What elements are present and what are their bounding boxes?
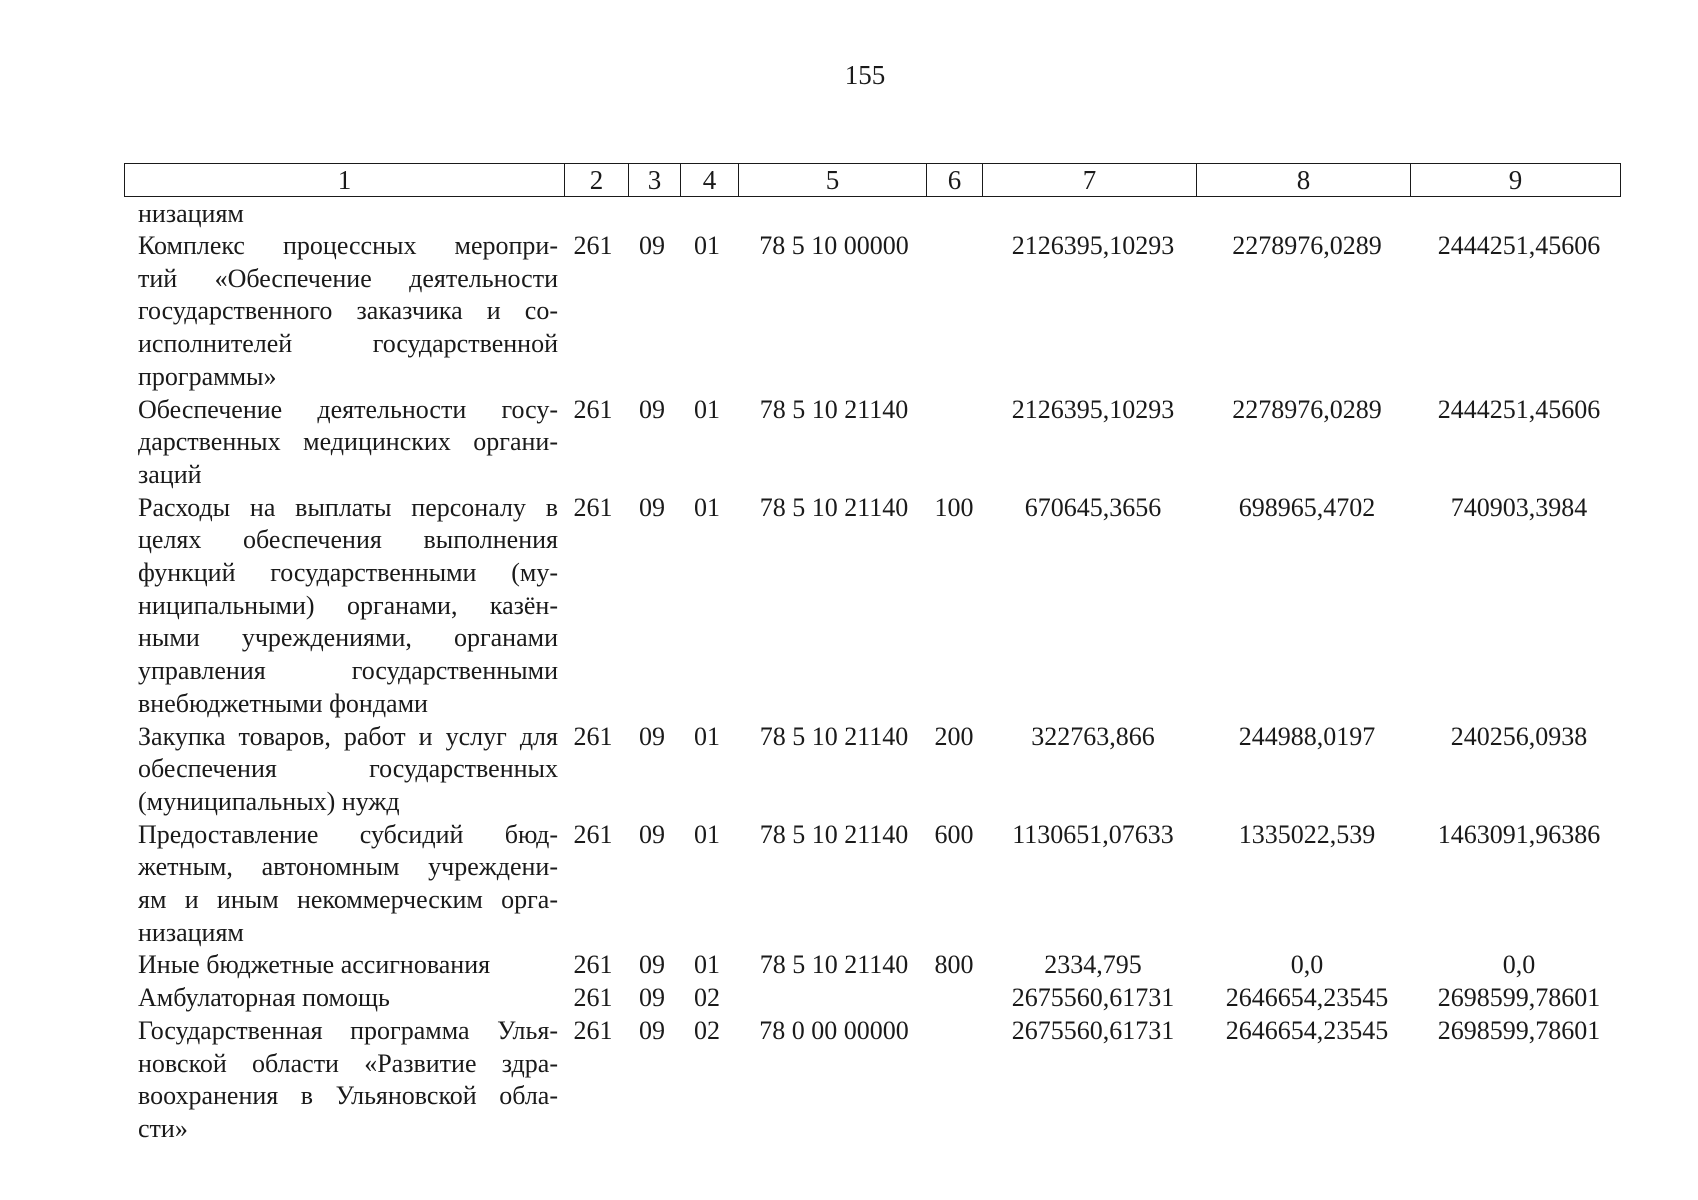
cell-col-4: 01	[694, 819, 720, 849]
row-name-line: Обеспечение деятельности госу-	[138, 394, 558, 424]
cell-col-4: 02	[694, 1015, 720, 1045]
cell-col-9: 2698599,78601	[1437, 1015, 1601, 1045]
table-row	[124, 949, 1614, 982]
header-col-7: 7	[983, 164, 1197, 197]
cell-col-8: 2646654,23545	[1225, 1015, 1389, 1045]
cell-col-9: 740903,3984	[1450, 492, 1588, 522]
row-name-line: Расходы на выплаты персоналу в	[138, 492, 558, 522]
row-name	[124, 1015, 558, 1146]
cell-col-3: 09	[639, 721, 665, 751]
row-name-line: низациям	[138, 917, 244, 947]
row-name-line: государственного заказчика и со-	[138, 296, 558, 326]
row-name	[124, 394, 558, 492]
cell-col-6: 100	[934, 492, 974, 522]
cell-col-7: 1130651,07633	[1012, 819, 1174, 849]
cell-col-4: 01	[694, 231, 720, 260]
cell-col-3: 09	[639, 231, 665, 260]
cell-col-6: 800	[934, 950, 974, 980]
cell-col-5: 78 5 10 00000	[759, 231, 909, 260]
row-name-line: (муниципальных) нужд	[138, 786, 400, 816]
row-name-line: целях обеспечения выполнения	[138, 525, 558, 555]
cell-col-4: 01	[694, 950, 720, 980]
cell-col-2: 261	[573, 492, 613, 522]
header-col-6: 6	[927, 164, 983, 197]
table-row	[124, 819, 1614, 950]
cell-col-2: 261	[573, 231, 613, 260]
table-row	[124, 1015, 1614, 1146]
row-name-line: программы»	[138, 361, 277, 391]
rows-container	[124, 230, 1614, 1146]
cell-col-8: 0,0	[1290, 950, 1324, 980]
cell-col-5: 78 0 00 00000	[759, 1015, 909, 1045]
row-name-line: тий «Обеспечение деятельности	[138, 263, 558, 293]
cell-col-7: 670645,3656	[1024, 492, 1162, 522]
row-name-line: Иные бюджетные ассигнования	[138, 950, 491, 980]
row-name	[124, 982, 558, 1015]
cell-col-4: 01	[694, 394, 720, 424]
cell-col-9: 0,0	[1502, 950, 1536, 980]
cell-col-2: 261	[573, 394, 613, 424]
cell-col-3: 09	[639, 950, 665, 980]
cell-col-8: 244988,0197	[1238, 721, 1376, 751]
row-name-line: жетным, автономным учреждени-	[138, 852, 558, 882]
cell-col-7: 2675560,61731	[1011, 983, 1175, 1013]
row-name-line: ниципальными) органами, казён-	[138, 590, 558, 620]
cell-col-6: 600	[934, 819, 974, 849]
cell-col-2: 261	[573, 950, 613, 980]
row-name-line: функций государственными (му-	[138, 558, 558, 588]
cell-col-9: 2444251,45606	[1437, 231, 1601, 260]
cell-col-3: 09	[639, 983, 665, 1013]
cell-col-8: 698965,4702	[1238, 492, 1376, 522]
row-name	[124, 819, 558, 950]
table-row	[124, 982, 1614, 1015]
row-name-line: заций	[138, 459, 202, 489]
cell-col-6: 200	[934, 721, 974, 751]
table-row	[124, 230, 1614, 394]
cell-col-5: 78 5 10 21140	[759, 721, 909, 751]
row-name-line: Комплекс процессных меропри-	[138, 231, 558, 260]
row-name-line: Государственная программа Улья-	[138, 1015, 558, 1045]
header-col-4: 4	[681, 164, 739, 197]
cell-col-7: 2126395,10293	[1011, 394, 1175, 424]
cell-col-8: 1335022,539	[1238, 819, 1376, 849]
table-row	[124, 721, 1614, 819]
cell-col-8: 2646654,23545	[1225, 983, 1389, 1013]
row-name-line: Закупка товаров, работ и услуг для	[138, 721, 558, 751]
table-row	[124, 394, 1614, 492]
cell-col-4: 02	[694, 983, 720, 1013]
row-name-line: ям и иным некоммерческим орга-	[138, 885, 558, 915]
cell-col-7: 322763,866	[1031, 721, 1155, 751]
cell-col-7: 2126395,10293	[1011, 231, 1175, 260]
header-col-3: 3	[629, 164, 681, 197]
row-name	[124, 949, 558, 982]
row-name-line: дарственных медицинских органи-	[138, 427, 558, 457]
cell-col-7: 2334,795	[1044, 950, 1142, 980]
row-name-line: Предоставление субсидий бюд-	[138, 819, 558, 849]
cell-col-3: 09	[639, 394, 665, 424]
row-name-line: управления государственными	[138, 656, 558, 686]
cell-col-9: 2698599,78601	[1437, 983, 1601, 1013]
page-number: 155	[844, 60, 886, 90]
table-row	[124, 492, 1614, 721]
row-name-line: Амбулаторная помощь	[138, 983, 390, 1013]
cell-col-5: 78 5 10 21140	[759, 492, 909, 522]
header-row	[125, 164, 1621, 197]
cell-col-2: 261	[573, 983, 613, 1013]
header-col-8: 8	[1197, 164, 1411, 197]
row-name-line: обеспечения государственных	[138, 754, 558, 784]
cell-col-2: 261	[573, 721, 613, 751]
column-header-table	[124, 163, 1621, 197]
cell-col-5: 78 5 10 21140	[759, 950, 909, 980]
cell-col-7: 2675560,61731	[1011, 1015, 1175, 1045]
cell-col-4: 01	[694, 492, 720, 522]
cell-col-8: 2278976,0289	[1232, 394, 1382, 424]
cell-col-5: 78 5 10 21140	[759, 819, 909, 849]
header-col-5: 5	[739, 164, 927, 197]
row-name-line: исполнителей государственной	[138, 329, 558, 359]
cell-col-9: 240256,0938	[1450, 721, 1588, 751]
cell-col-2: 261	[573, 1015, 613, 1045]
cell-col-8: 2278976,0289	[1232, 231, 1382, 260]
row-name-line: воохранения в Ульяновской обла-	[138, 1081, 558, 1111]
row-name-line: ными учреждениями, органами	[138, 623, 558, 653]
cell-col-5: 78 5 10 21140	[759, 394, 909, 424]
row-name	[124, 721, 558, 819]
row-name-line: внебюджетными фондами	[138, 688, 428, 718]
row-name	[124, 492, 558, 721]
header-col-1: 1	[125, 164, 565, 197]
cell-col-3: 09	[639, 492, 665, 522]
cell-col-9: 1463091,96386	[1437, 819, 1601, 849]
cell-col-4: 01	[694, 721, 720, 751]
continued-text: низациям	[138, 199, 244, 228]
cell-col-3: 09	[639, 1015, 665, 1045]
cell-col-2: 261	[573, 819, 613, 849]
row-name	[124, 230, 558, 394]
cell-col-3: 09	[639, 819, 665, 849]
row-name-line: сти»	[138, 1113, 188, 1143]
row-name-line: новской области «Развитие здра-	[138, 1048, 558, 1078]
header-col-9: 9	[1411, 164, 1621, 197]
header-col-2: 2	[565, 164, 629, 197]
table-body	[124, 197, 1614, 1146]
cell-col-9: 2444251,45606	[1437, 394, 1601, 424]
